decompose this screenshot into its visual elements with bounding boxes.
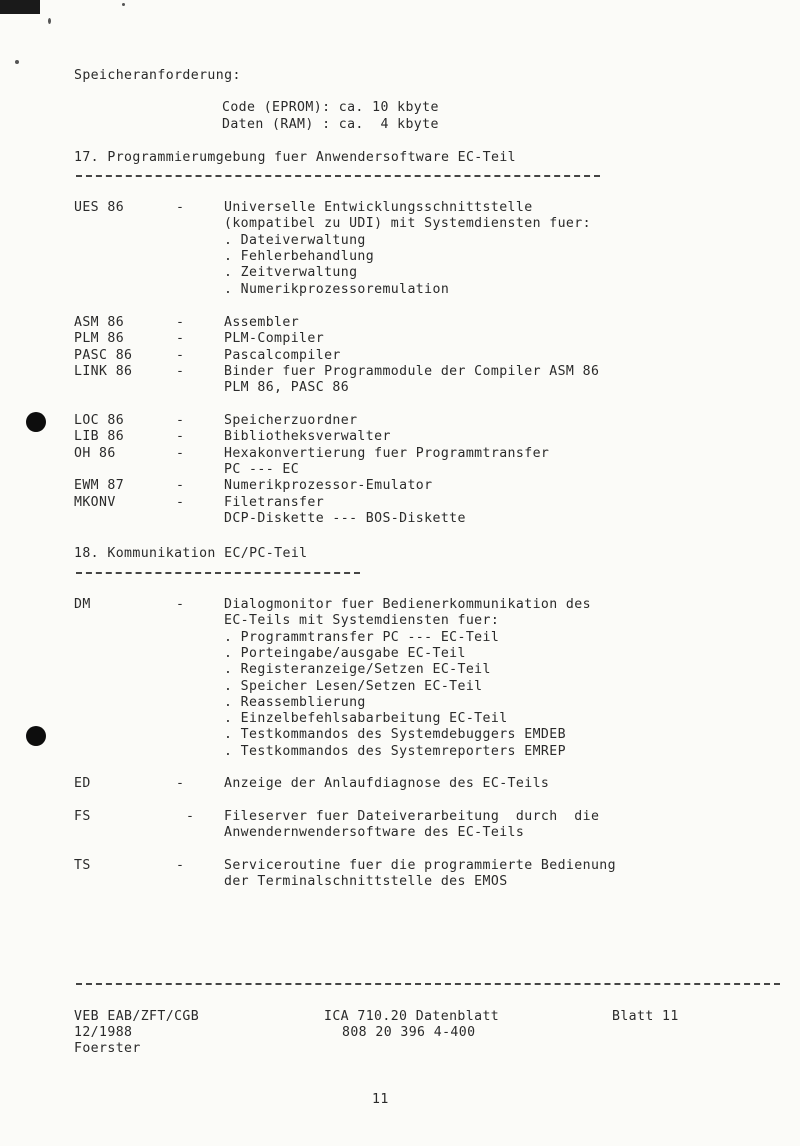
entry-abbreviation: EWM 87	[74, 478, 125, 494]
entry-abbreviation: DM	[74, 597, 91, 612]
scan-speck	[15, 60, 19, 64]
footer-org: VEB EAB/ZFT/CGB	[74, 1009, 200, 1024]
entry-dash: -	[176, 200, 185, 215]
footer-separator	[76, 983, 780, 985]
entry-abbreviation: UES 86	[74, 200, 125, 215]
entry-dash: -	[176, 347, 185, 363]
entry-description-line: Numerikprozessor-Emulator	[224, 478, 433, 494]
entry-description-line: Pascalcompiler	[224, 347, 341, 363]
entry-dash: -	[176, 363, 185, 379]
entry-description-line: . Zeitverwaltung	[224, 265, 358, 281]
entry-description-line: Speicherzuordner	[224, 413, 358, 428]
entry-abbreviation: ASM 86	[74, 315, 125, 330]
entry-dash: -	[176, 858, 185, 873]
scan-corner-artifact	[0, 0, 40, 14]
section-18-title: 18. Kommunikation EC/PC-Teil	[74, 546, 308, 561]
scan-speck	[48, 18, 51, 24]
entry-description-line: . Programmtransfer PC --- EC-Teil	[224, 629, 500, 645]
entry-dash: -	[176, 429, 185, 445]
entry-description-line: Fileserver fuer Dateiverarbeitung durch die	[224, 809, 600, 824]
entry-description-line: . Reassemblierung	[224, 694, 366, 710]
footer-sheet: Blatt 11	[612, 1009, 679, 1024]
entry-dash: -	[186, 809, 195, 824]
entry-description-line: Hexakonvertierung fuer Programmtransfer	[224, 445, 550, 461]
entry-abbreviation: MKONV	[74, 494, 116, 510]
entry-description-line: . Testkommandos des Systemdebuggers EMDEB	[224, 727, 566, 743]
entry-description-line: PLM-Compiler	[224, 331, 325, 347]
entry-description-line: . Fehlerbehandlung	[224, 248, 375, 264]
entry-description-line: . Dateiverwaltung	[224, 232, 366, 248]
entry-description-line: . Einzelbefehlsabarbeitung EC-Teil	[224, 711, 508, 727]
entry-description-line: . Registeranzeige/Setzen EC-Teil	[224, 662, 491, 678]
entry-description-line: Dialogmonitor fuer Bedienerkommunikation des	[224, 597, 591, 612]
entry-description-line: PC --- EC	[224, 461, 300, 477]
section-18-underline	[76, 572, 360, 574]
section-17-title: 17. Programmierumgebung fuer Anwendersoftware EC-Teil	[74, 150, 516, 165]
entry-dash: -	[176, 776, 185, 791]
entry-description-line: . Speicher Lesen/Setzen EC-Teil	[224, 678, 483, 694]
entry-description-line: Assembler	[224, 315, 300, 330]
entry-abbreviation: LOC 86	[74, 413, 125, 428]
section-17-underline	[76, 175, 600, 177]
entry-description-line: . Testkommandos des Systemreporters EMREP	[224, 743, 566, 759]
entry-description-line: Serviceroutine fuer die programmierte Bedienung	[224, 858, 616, 873]
entry-description-line: Filetransfer	[224, 494, 325, 510]
footer-date: 12/1988	[74, 1025, 133, 1040]
entry-abbreviation: OH 86	[74, 445, 116, 461]
punch-hole-bottom	[26, 726, 46, 746]
entry-dash: -	[176, 445, 185, 461]
page-number: 11	[372, 1092, 389, 1107]
footer-author: Foerster	[74, 1041, 141, 1056]
entry-dash: -	[176, 478, 185, 494]
entry-dash: -	[176, 331, 185, 347]
entry-description-line: (kompatibel zu UDI) mit Systemdiensten fuer:	[224, 216, 591, 232]
memory-heading: Speicheranforderung:	[74, 68, 241, 83]
entry-abbreviation: PASC 86	[74, 347, 133, 363]
entry-abbreviation: TS	[74, 858, 91, 873]
entry-description-line: Universelle Entwicklungsschnittstelle	[224, 200, 533, 215]
entry-abbreviation: ED	[74, 776, 91, 791]
entry-dash: -	[176, 494, 185, 510]
entry-description-line: Anzeige der Anlaufdiagnose des EC-Teils	[224, 776, 550, 791]
entry-abbreviation: LINK 86	[74, 363, 133, 379]
scan-speck	[122, 3, 125, 6]
entry-abbreviation: PLM 86	[74, 331, 125, 347]
entry-description-line: PLM 86, PASC 86	[224, 380, 350, 396]
entry-description-line: . Porteingabe/ausgabe EC-Teil	[224, 645, 466, 661]
entry-dash: -	[176, 315, 185, 330]
entry-description-line: Bibliotheksverwalter	[224, 429, 391, 445]
entry-description-line: Binder fuer Programmodule der Compiler ASM 86	[224, 363, 600, 379]
punch-hole-top	[26, 412, 46, 432]
entry-description-line: Anwendernwendersoftware des EC-Teils	[224, 825, 525, 841]
entry-dash: -	[176, 413, 185, 428]
entry-description-line: der Terminalschnittstelle des EMOS	[224, 874, 508, 890]
memory-code-line: Code (EPROM): ca. 10 kbyte	[222, 100, 439, 115]
entry-abbreviation: FS	[74, 809, 91, 824]
memory-data-line: Daten (RAM) : ca. 4 kbyte	[222, 117, 439, 132]
entry-description-line: EC-Teils mit Systemdiensten fuer:	[224, 613, 500, 629]
entry-abbreviation: LIB 86	[74, 429, 125, 445]
entry-description-line: DCP-Diskette --- BOS-Diskette	[224, 510, 466, 526]
entry-dash: -	[176, 597, 185, 612]
footer-doc-title: ICA 710.20 Datenblatt	[324, 1009, 500, 1024]
entry-description-line: . Numerikprozessoremulation	[224, 281, 450, 297]
footer-doc-number: 808 20 396 4-400	[342, 1025, 476, 1040]
